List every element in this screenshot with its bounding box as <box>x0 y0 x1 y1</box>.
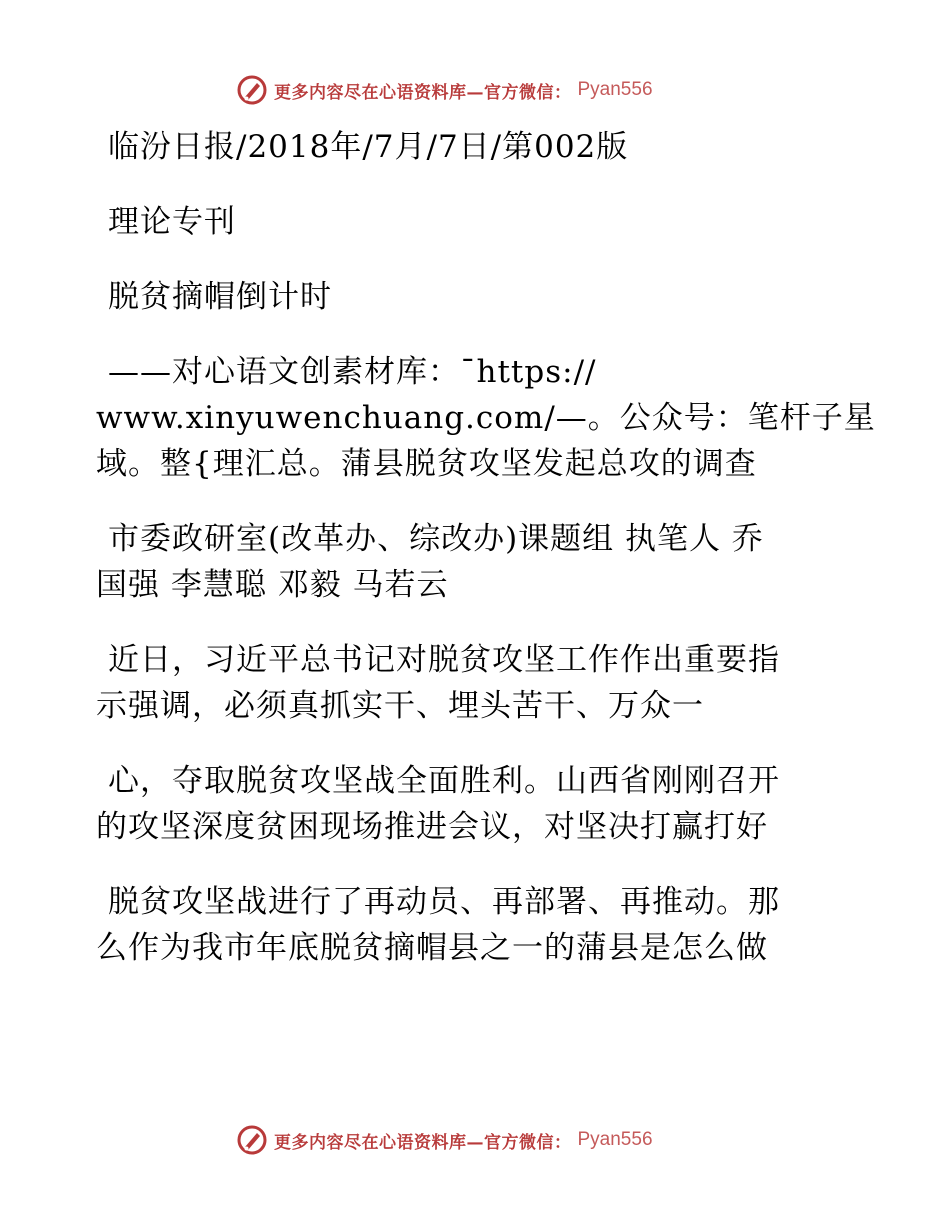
author-line: 国强 李慧聪 邓毅 马若云 <box>96 567 449 603</box>
subtitle-line: 域。整{理汇总。蒲县脱贫攻坚发起总攻的调查 <box>96 446 757 482</box>
paragraph-line: 么作为我市年底脱贫摘帽县之一的蒲县是怎么做 <box>96 930 768 966</box>
paragraph-line: 的攻坚深度贫困现场推进会议，对坚决打赢打好 <box>96 809 768 845</box>
watermark-text: 更多内容尽在心语资料库—官方微信： <box>274 82 572 103</box>
header-watermark <box>236 72 653 108</box>
pen-logo-icon <box>236 1124 268 1156</box>
watermark-account: Pyan556 <box>577 79 653 100</box>
pen-logo-icon <box>236 74 268 106</box>
paragraph-line: 示强调，必须真抓实干、埋头苦干、万众一 <box>96 688 704 724</box>
document-body <box>96 124 876 971</box>
paragraph-line: 脱贫攻坚战进行了再动员、再部署、再推动。那 <box>108 884 780 920</box>
watermark-account: Pyan556 <box>577 1129 653 1150</box>
paragraph-line: 心，夺取脱贫攻坚战全面胜利。山西省刚刚召开 <box>108 763 780 799</box>
watermark-text: 更多内容尽在心语资料库—官方微信： <box>274 1132 572 1153</box>
article-title: 脱贫摘帽倒计时 <box>108 279 332 315</box>
footer-watermark <box>236 1122 653 1158</box>
subtitle-line: ——对心语文创素材库：¯https:// <box>108 354 597 390</box>
paragraph-line: 近日，习近平总书记对脱贫攻坚工作作出重要指 <box>108 642 780 678</box>
source-line: 临汾日报/2018年/7月/7日/第002版 <box>108 129 629 165</box>
subtitle-line: www.xinyuwenchuang.com/—。公众号：笔杆子星 <box>96 400 876 436</box>
author-line: 市委政研室(改革办、综改办)课题组 执笔人 乔 <box>108 521 764 557</box>
column-name: 理论专刊 <box>108 204 236 240</box>
